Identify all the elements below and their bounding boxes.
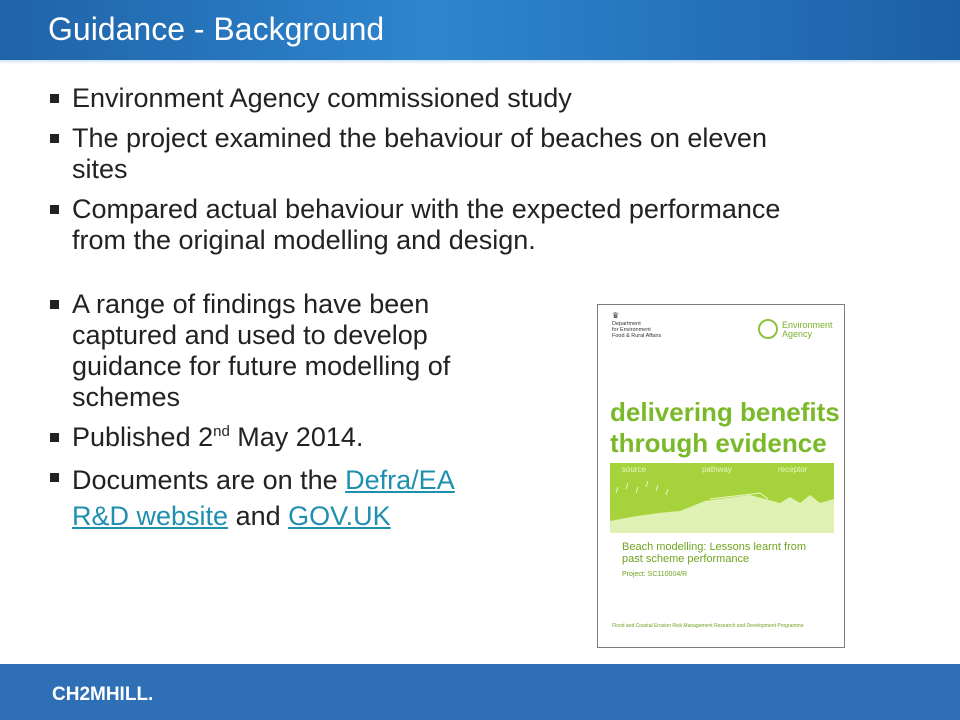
documents-mid: and (228, 501, 289, 531)
bullet-square-icon (50, 205, 59, 214)
top-bullet-list (48, 83, 828, 265)
ea-logo-line1: Environment (782, 320, 833, 330)
ch2mhill-logo: CH2MHILL. (52, 684, 154, 705)
cover-headline: delivering benefits through evidence (610, 397, 840, 458)
bullet-item (48, 462, 498, 534)
bullet-item (48, 123, 828, 185)
band-label-pathway: pathway (702, 465, 732, 474)
documents-prefix: Documents are on the (72, 465, 346, 495)
bullet-item (48, 83, 828, 114)
ea-circle-icon (758, 319, 778, 339)
bottom-bullet-list (48, 289, 498, 543)
title-divider (0, 60, 960, 64)
bullet-text: The project examined the behaviour of beaches on eleven sites (72, 123, 767, 184)
report-cover-image (597, 304, 845, 648)
ea-logo-line2: Agency (782, 329, 813, 339)
project-number: Project: SC110004/R (622, 571, 688, 578)
slide-title: Guidance - Background (48, 11, 385, 47)
bullet-square-icon (50, 473, 59, 482)
bullet-square-icon (50, 94, 59, 103)
programme-name: Flood and Coastal Erosion Risk Management Research and Development Programme (612, 623, 804, 629)
band-label-source: source (622, 465, 647, 474)
bullet-text: Compared actual behaviour with the expected performance from the original modelling and design. (72, 194, 781, 255)
bullet-text: Environment Agency commissioned study (72, 83, 572, 113)
coastal-scene-illustration (610, 473, 834, 533)
published-suffix: May 2014. (229, 422, 364, 452)
title-bar (0, 0, 960, 60)
published-superscript: nd (213, 423, 230, 440)
bullet-item (48, 289, 498, 413)
bullet-text: A range of findings have been captured and used to develop guidance for future modelling of schemes (72, 289, 451, 412)
bullet-item (48, 194, 828, 256)
report-title: Beach modelling: Lessons learnt from past scheme performance (622, 541, 807, 565)
bullet-square-icon (50, 300, 59, 309)
band-label-receptor: receptor (778, 465, 808, 474)
bullet-square-icon (50, 134, 59, 143)
royal-crest-icon: ♛ (612, 311, 620, 320)
bullet-square-icon (50, 433, 59, 442)
defra-logo-text: Department for Environment Food & Rural Affairs (612, 321, 662, 339)
gov-uk-link[interactable]: GOV.UK (288, 501, 391, 531)
defra-ea-rd-website-link[interactable]: Defra/EA R&D website (72, 465, 455, 531)
published-prefix: Published 2 (72, 422, 214, 452)
footer-bar (0, 664, 960, 720)
bullet-item (48, 422, 498, 453)
